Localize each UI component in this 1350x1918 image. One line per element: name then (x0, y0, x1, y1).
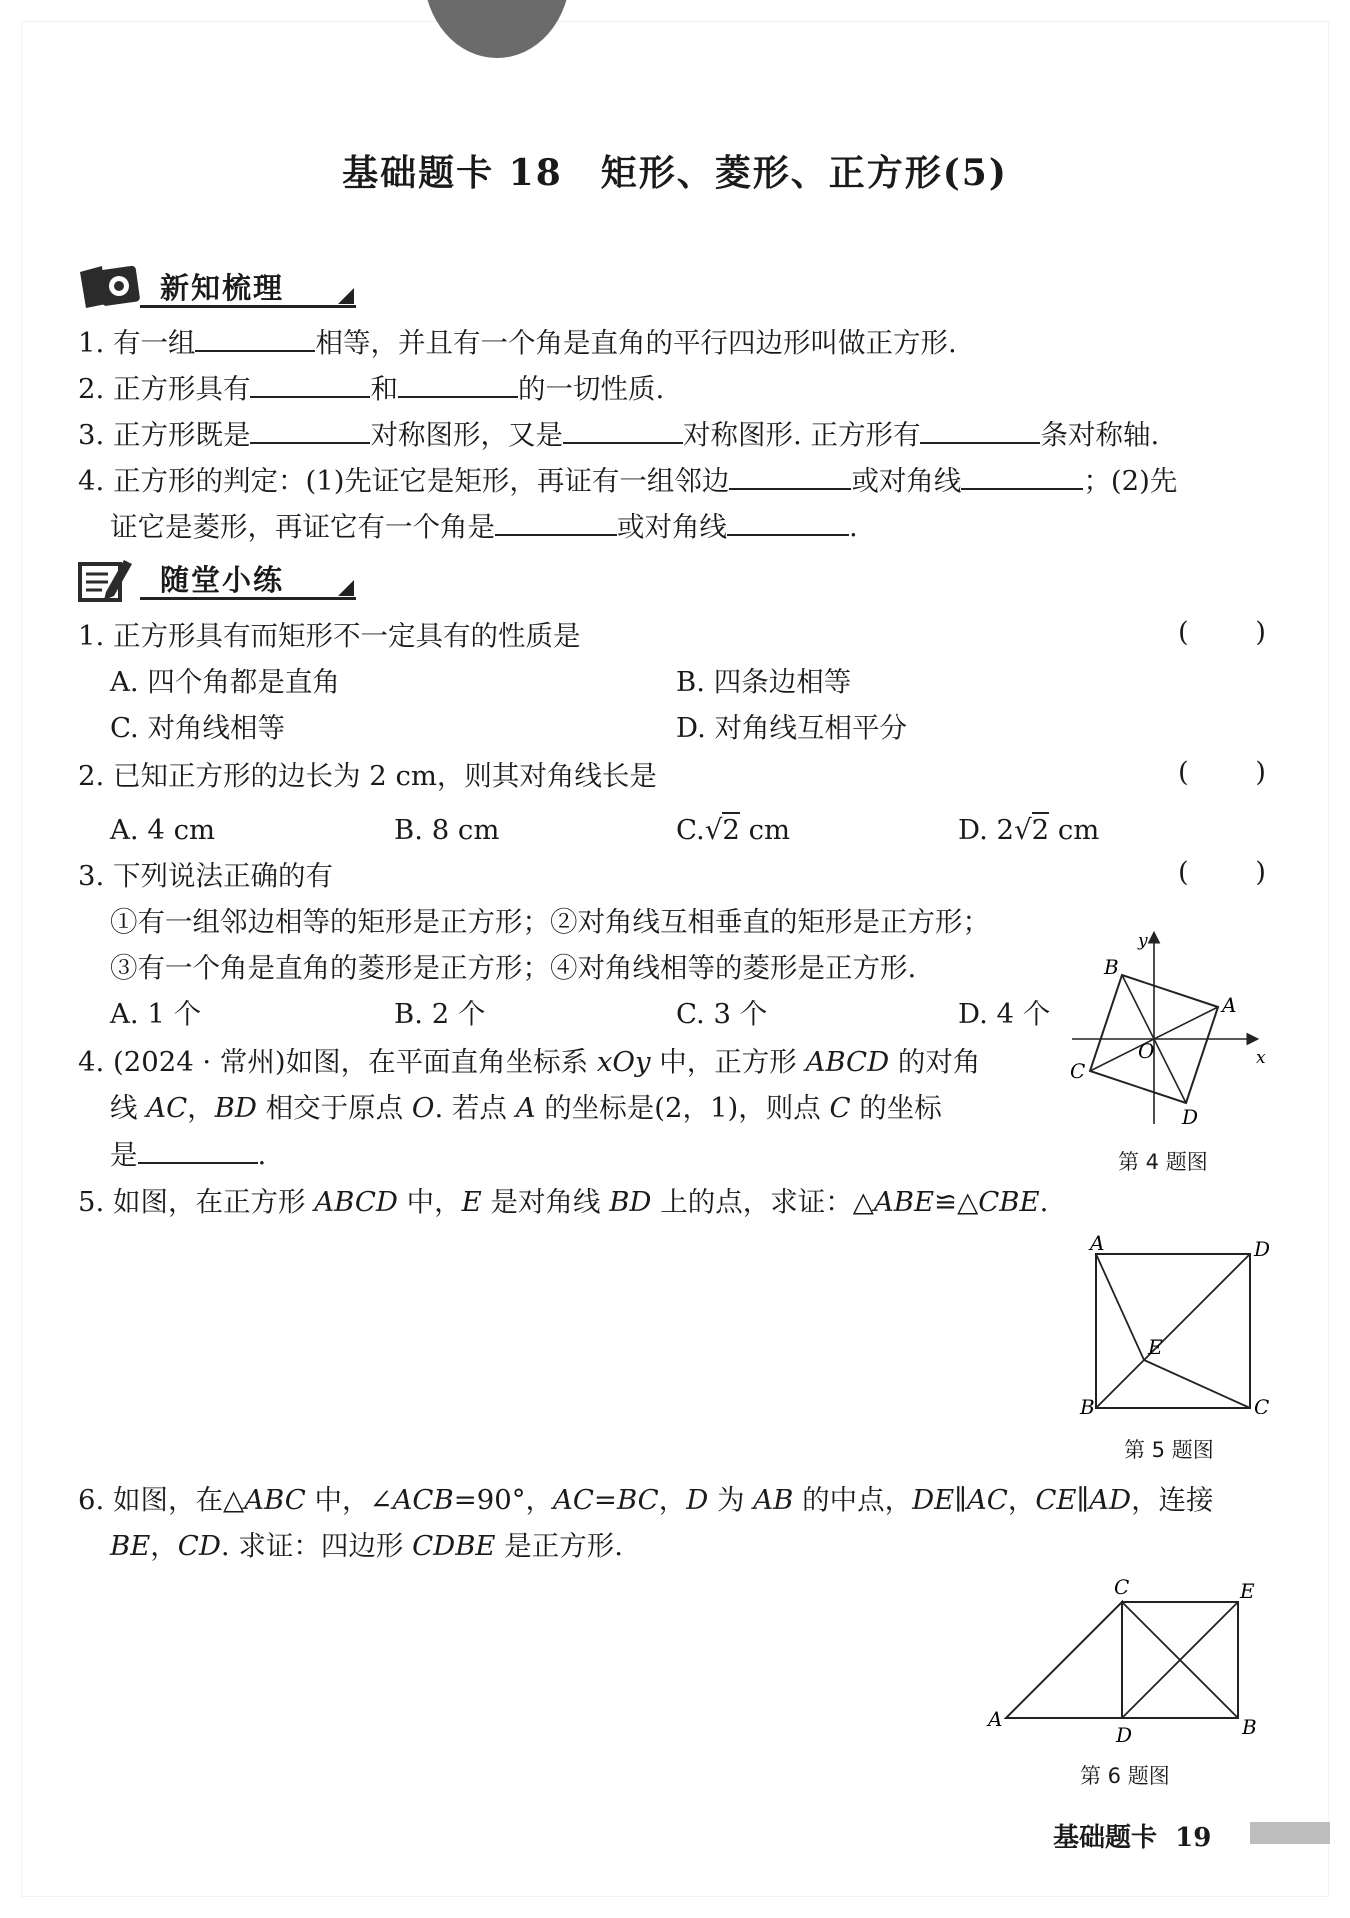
label-a: A (988, 1707, 1003, 1731)
option-c[interactable]: C.√2 cm (676, 814, 791, 846)
page-title: 基础题卡 18 矩形、菱形、正方形(5) (342, 152, 1008, 194)
knowledge-item-1: 1. 有一组 相等，并且有一个角是直角的平行四边形叫做正方形. (78, 322, 957, 363)
section-title: 新知梳理 (160, 271, 285, 305)
section-title: 随堂小练 (160, 563, 285, 597)
option-c[interactable]: C. 对角线相等 (110, 712, 286, 744)
fill-blank[interactable] (727, 506, 849, 536)
answer-bracket[interactable]: ( ) (1178, 756, 1266, 788)
question-1-stem: 1. 正方形具有而矩形不一定具有的性质是 (78, 620, 581, 652)
sqrt-sign: √ (1014, 814, 1032, 846)
figure-4-caption: 第 4 题图 (1118, 1150, 1208, 1174)
section-header-practice (78, 556, 368, 600)
option-b[interactable]: B. 2 个 (394, 998, 486, 1030)
question-2-stem: 2. 已知正方形的边长为 2 cm，则其对角线长是 (78, 760, 657, 792)
label-d: D (1254, 1237, 1271, 1261)
label-b: B (1104, 955, 1119, 979)
question-6-line-2: BE，CD. 求证：四边形 CDBE 是正方形. (110, 1530, 623, 1562)
label-e: E (1148, 1335, 1163, 1359)
statement-line: ①有一组邻边相等的矩形是正方形；②对角线互相垂直的矩形是正方形； (110, 906, 990, 938)
option-d[interactable]: D. 4 个 (958, 998, 1051, 1030)
label-c: C (1070, 1059, 1086, 1083)
label-a: A (1222, 993, 1237, 1017)
knowledge-item-2: 2. 正方形具有 和 的一切性质. (78, 368, 664, 409)
option-a[interactable]: A. 1 个 (110, 998, 202, 1030)
question-6-line-1: 6. 如图，在△ABC 中，∠ACB=90°，AC=BC，D 为 AB 的中点，DE∥AC，CE∥AD，连接 (78, 1484, 1214, 1516)
label-o: O (1138, 1039, 1155, 1063)
notebook-pencil-icon (78, 556, 144, 604)
option-c[interactable]: C. 3 个 (676, 998, 768, 1030)
figure-5-caption: 第 5 题图 (1124, 1438, 1214, 1462)
option-d[interactable]: D. 2√2 cm (958, 814, 1100, 846)
triangle-acd (1006, 1602, 1122, 1718)
question-5-stem: 5. 如图，在正方形 ABCD 中，E 是对角线 BD 上的点，求证：△ABE≌△CBE. (78, 1186, 1049, 1218)
label-b: B (1080, 1395, 1095, 1414)
diagonal-bd (1096, 1254, 1250, 1408)
segment-ce (1144, 1360, 1250, 1408)
figure-5 (1076, 1234, 1276, 1414)
figure-6-caption: 第 6 题图 (1080, 1764, 1170, 1788)
page-number: 19 (1175, 1823, 1212, 1853)
fill-blank[interactable] (961, 460, 1083, 490)
answer-bracket[interactable]: ( ) (1178, 616, 1266, 648)
answer-bracket[interactable]: ( ) (1178, 856, 1266, 888)
footer-label: 基础题卡 (1053, 1823, 1158, 1853)
knowledge-item-4: 4. 正方形的判定：(1)先证它是矩形，再证有一组邻边 或对角线 ；(2)先 (78, 460, 1177, 501)
label-x: x (1256, 1048, 1266, 1068)
camera-icon (78, 264, 144, 312)
label-y: y (1138, 931, 1148, 951)
label-e: E (1240, 1579, 1255, 1603)
statement-line: ③有一个角是直角的菱形是正方形；④对角线相等的菱形是正方形. (110, 952, 917, 984)
footer-bar (1250, 1822, 1330, 1844)
option-b[interactable]: B. 8 cm (394, 814, 500, 846)
figure-6 (984, 1576, 1274, 1756)
question-3-stem: 3. 下列说法正确的有 (78, 860, 333, 892)
label-d: D (1116, 1723, 1133, 1747)
figure-4 (1066, 928, 1266, 1128)
question-4-line-3: 是 . (110, 1134, 266, 1175)
fill-blank[interactable] (563, 414, 683, 444)
fill-blank[interactable] (495, 506, 617, 536)
footer (1053, 1817, 1211, 1854)
question-4-line-1: 4. (2024 · 常州)如图，在平面直角坐标系 xOy 中，正方形 ABCD 的对角 (78, 1046, 981, 1078)
label-a: A (1090, 1234, 1105, 1255)
fill-blank[interactable] (920, 414, 1040, 444)
option-d[interactable]: D. 对角线互相平分 (676, 712, 908, 744)
option-b[interactable]: B. 四条边相等 (676, 666, 852, 698)
fill-blank[interactable] (195, 322, 315, 352)
question-4-line-2: 线 AC，BD 相交于原点 O. 若点 A 的坐标是(2，1)，则点 C 的坐标 (110, 1092, 942, 1124)
knowledge-item-4-cont: 证它是菱形，再证它有一个角是 或对角线 . (110, 506, 858, 547)
option-a[interactable]: A. 四个角都是直角 (110, 666, 340, 698)
label-c: C (1254, 1395, 1270, 1414)
section-header-knowledge (78, 264, 368, 308)
sqrt-sign: √ (704, 814, 723, 846)
label-c: C (1114, 1576, 1130, 1599)
fill-blank[interactable] (729, 460, 851, 490)
label-d: D (1182, 1105, 1199, 1128)
fill-blank[interactable] (398, 368, 518, 398)
option-a[interactable]: A. 4 cm (110, 814, 216, 846)
fill-blank[interactable] (250, 414, 370, 444)
fill-blank[interactable] (250, 368, 370, 398)
segment-ae (1096, 1254, 1144, 1360)
label-b: B (1242, 1715, 1257, 1739)
fill-blank[interactable] (138, 1134, 258, 1164)
knowledge-item-3: 3. 正方形既是 对称图形，又是 对称图形. 正方形有 条对称轴. (78, 414, 1159, 455)
